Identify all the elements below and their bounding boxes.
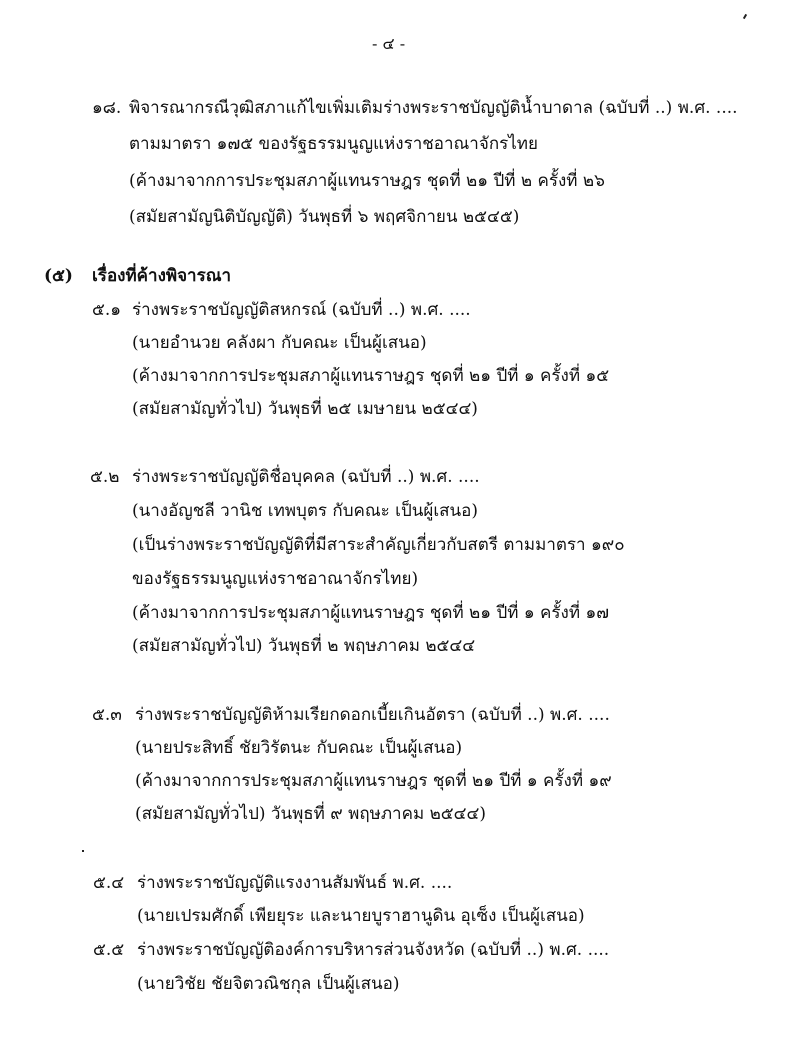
item-line: (ค้างมาจากการประชุมสภาผู้แทนราษฎร ชุดที่ ๒๑ ปีที่ ๑ ครั้งที่ ๑๕ [132, 366, 610, 386]
item-18-line: (สมัยสามัญนิติบัญญัติ) วันพุธที่ ๖ พฤศจิกายน ๒๕๔๕) [129, 207, 520, 227]
scan-speck [743, 14, 747, 19]
item-18-number: ๑๘. [92, 98, 122, 118]
item-line: ของรัฐธรรมนูญแห่งราชอาณาจักรไทย) [132, 569, 419, 589]
item-title: ร่างพระราชบัญญัติแรงงานสัมพันธ์ พ.ศ. .... [137, 873, 453, 893]
item-title: ร่างพระราชบัญญัติสหกรณ์ (ฉบับที่ ..) พ.ศ. .... [132, 300, 471, 320]
item-title: ร่างพระราชบัญญัติห้ามเรียกดอกเบี้ยเกินอัตรา (ฉบับที่ ..) พ.ศ. .... [135, 705, 610, 725]
page-number: - ๔ - [372, 34, 406, 53]
item-number: ๕.๓ [92, 705, 122, 725]
section-heading: เรื่องที่ค้างพิจารณา [92, 266, 232, 286]
item-line: (ค้างมาจากการประชุมสภาผู้แทนราษฎร ชุดที่ ๒๑ ปีที่ ๑ ครั้งที่ ๑๙ [135, 771, 612, 791]
item-number: ๕.๑ [92, 300, 122, 320]
item-line: (นายวิชัย ชัยจิตวณิชกุล เป็นผู้เสนอ) [137, 974, 400, 994]
item-number: ๕.๕ [93, 940, 125, 960]
item-number: ๕.๔ [93, 873, 125, 893]
item-line: (สมัยสามัญทั่วไป) วันพุธที่ ๙ พฤษภาคม ๒๕๔๔) [135, 804, 487, 824]
item-line: (นายเปรมศักดิ์ เพียยุระ และนายบูราฮานูดิน อุเซ็ง เป็นผู้เสนอ) [137, 906, 585, 926]
item-title: ร่างพระราชบัญญัติองค์การบริหารส่วนจังหวัด (ฉบับที่ ..) พ.ศ. .... [137, 940, 610, 960]
item-18-title: พิจารณากรณีวุฒิสภาแก้ไขเพิ่มเติมร่างพระราชบัญญัติน้ำบาดาล (ฉบับที่ ..) พ.ศ. .... [129, 98, 738, 118]
item-line: (สมัยสามัญทั่วไป) วันพุธที่ ๒๕ เมษายน ๒๕๔๔) [132, 399, 478, 419]
item-line: (ค้างมาจากการประชุมสภาผู้แทนราษฎร ชุดที่ ๒๑ ปีที่ ๑ ครั้งที่ ๑๗ [132, 603, 610, 623]
item-18-line: (ค้างมาจากการประชุมสภาผู้แทนราษฎร ชุดที่ ๒๑ ปีที่ ๒ ครั้งที่ ๒๖ [129, 171, 605, 191]
item-line: (นายประสิทธิ์ ชัยวิรัตนะ กับคณะ เป็นผู้เสนอ) [135, 738, 463, 758]
item-line: (สมัยสามัญทั่วไป) วันพุธที่ ๒ พฤษภาคม ๒๕๔๔ [132, 636, 476, 656]
scan-speck [82, 850, 84, 852]
item-line: (นายอำนวย คลังผา กับคณะ เป็นผู้เสนอ) [132, 333, 427, 353]
section-number: (๕) [44, 266, 73, 286]
item-18-line: ตามมาตรา ๑๗๕ ของรัฐธรรมนูญแห่งราชอาณาจักรไทย [129, 134, 538, 154]
item-number: ๕.๒ [90, 467, 120, 487]
item-title: ร่างพระราชบัญญัติชื่อบุคคล (ฉบับที่ ..) พ.ศ. .... [132, 467, 480, 487]
item-line: (เป็นร่างพระราชบัญญัติที่มีสาระสำคัญเกี่ยวกับสตรี ตามมาตรา ๑๙๐ [132, 535, 625, 555]
item-line: (นางอัญชลี วานิช เทพบุตร กับคณะ เป็นผู้เสนอ) [132, 501, 478, 521]
